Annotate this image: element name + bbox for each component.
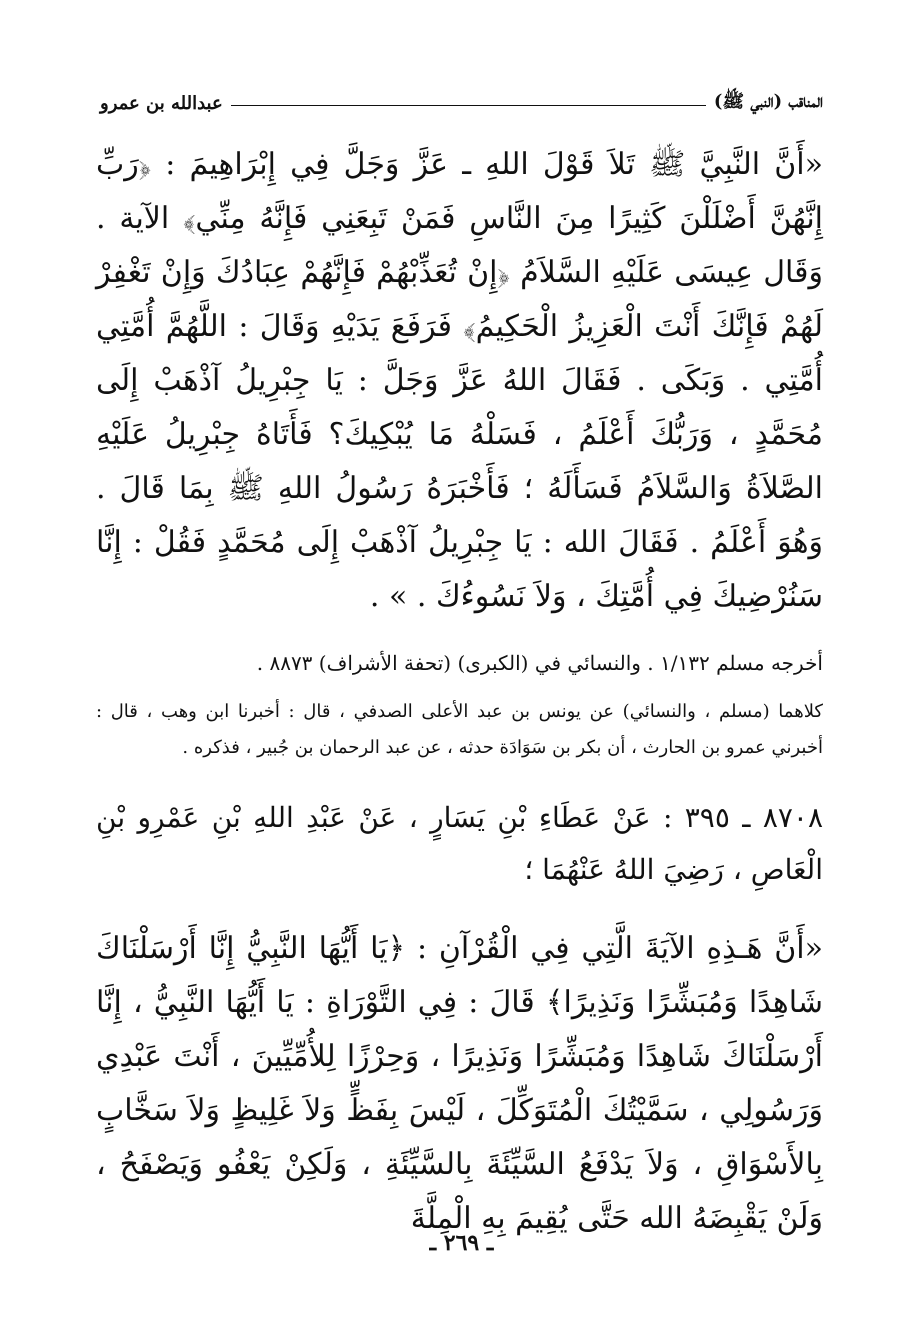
running-header (100, 88, 823, 118)
section-title: عبدالله بن عمرو (100, 92, 223, 114)
isnad-note: كلاهما (مسلم ، والنسائي) عن يونس بن عبد الأعلى الصدفي ، قال : أخبرنا ابن وهب ، قال : أخبرني عمرو بن الحارث ، أن بكر بن سَوَادَة حدثه ، عن عبد الرحمان بن جُبير ، فذكره . (96, 701, 823, 758)
page-body (96, 138, 823, 1246)
page-number: ـ ٢٦٩ ـ (429, 1230, 494, 1256)
hadith-text-2: «أَنَّ هَـذِهِ الآيَةَ الَّتِي فِي الْقُرْآنِ : ﴿يَا أَيُّهَا النَّبِيُّ إِنَّا أَرْسَلْنَاكَ شَاهِدًا وَمُبَشِّرًا وَنَذِيرًا﴾ قَالَ : فِي التَّوْرَاةِ : يَا أَيُّهَا النَّبِيُّ ، إِنَّا أَرْسَلْنَاكَ شَاهِدًا وَمُبَشِّرًا وَنَذِيرًا ، وَحِرْزًا لِلأُمِّيِّينَ ، أَنْتَ عَبْدِي وَرَسُولِي ، سَمَّيْتُكَ الْمُتَوَكِّلَ ، لَيْسَ بِفَظٍّ وَلاَ غَلِيظٍ وَلاَ سَخَّابٍ بِالأَسْوَاقِ ، وَلاَ يَدْفَعُ السَّيِّئَةَ بِالسَّيِّئَةِ ، وَلَكِنْ يَعْفُو وَيَصْفَحُ ، وَلَنْ يَقْبِضَهُ الله حَتَّى يُقِيمَ بِهِ الْمِلَّةَ (96, 931, 823, 1236)
chapter-title: المناقب (النبي ﷺ) (713, 91, 823, 112)
takhrij-note: أخرجه مسلم ١/١٣٢ . والنسائي في (الكبرى) (تحفة الأشراف) ٨٨٧٣ . (256, 651, 823, 675)
hadith-text: «أَنَّ النَّبِيَّ ﷺ تَلاَ قَوْلَ اللهِ ـ عَزَّ وَجَلَّ فِي إِبْرَاهِيمَ : ﴿رَبِّ إِنَّهُنَّ أَضْلَلْنَ كَثِيرًا مِنَ النَّاسِ فَمَنْ تَبِعَنِي فَإِنَّهُ مِنِّي﴾ الآية . وَقَال عِيسَى عَلَيْهِ السَّلاَمُ ﴿إِنْ تُعَذِّبْهُمْ فَإِنَّهُمْ عِبَادُكَ وَإِنْ تَغْفِرْ لَهُمْ فَإِنَّكَ أَنْتَ الْعَزِيزُ الْحَكِيمُ﴾ فَرَفَعَ يَدَيْهِ وَقَالَ : اللَّهُمَّ أُمَّتِي أُمَّتِي . وَبَكَى . فَقَالَ اللهُ عَزَّ وَجَلَّ : يَا جِبْرِيلُ آذْهَبْ إِلَى مُحَمَّدٍ ، وَرَبُّكَ أَعْلَمُ ، فَسَلْهُ مَا يُبْكِيكَ؟ فَأَتَاهُ جِبْرِيلُ عَلَيْهِ الصَّلاَةُ وَالسَّلاَمُ فَسَأَلَهُ ؛ فَأَخْبَرَهُ رَسُولُ اللهِ ﷺ بِمَا قَالَ . وَهُوَ أَعْلَمُ . فَقَالَ الله : يَا جِبْرِيلُ آذْهَبْ إِلَى مُحَمَّدٍ فَقُلْ : إِنَّا سَنُرْضِيكَ فِي أُمَّتِكَ ، وَلاَ نَسُوءُكَ . » . (96, 147, 824, 614)
header-rule (231, 105, 706, 106)
hadith-number-heading: ٨٧٠٨ ـ ٣٩٥ : عَنْ عَطَاءِ بْنِ يَسَارٍ ، عَنْ عَبْدِ اللهِ بْنِ عَمْرِو بْنِ الْعَاصِ ، رَضِيَ اللهُ عَنْهُمَا ؛ (96, 801, 823, 886)
